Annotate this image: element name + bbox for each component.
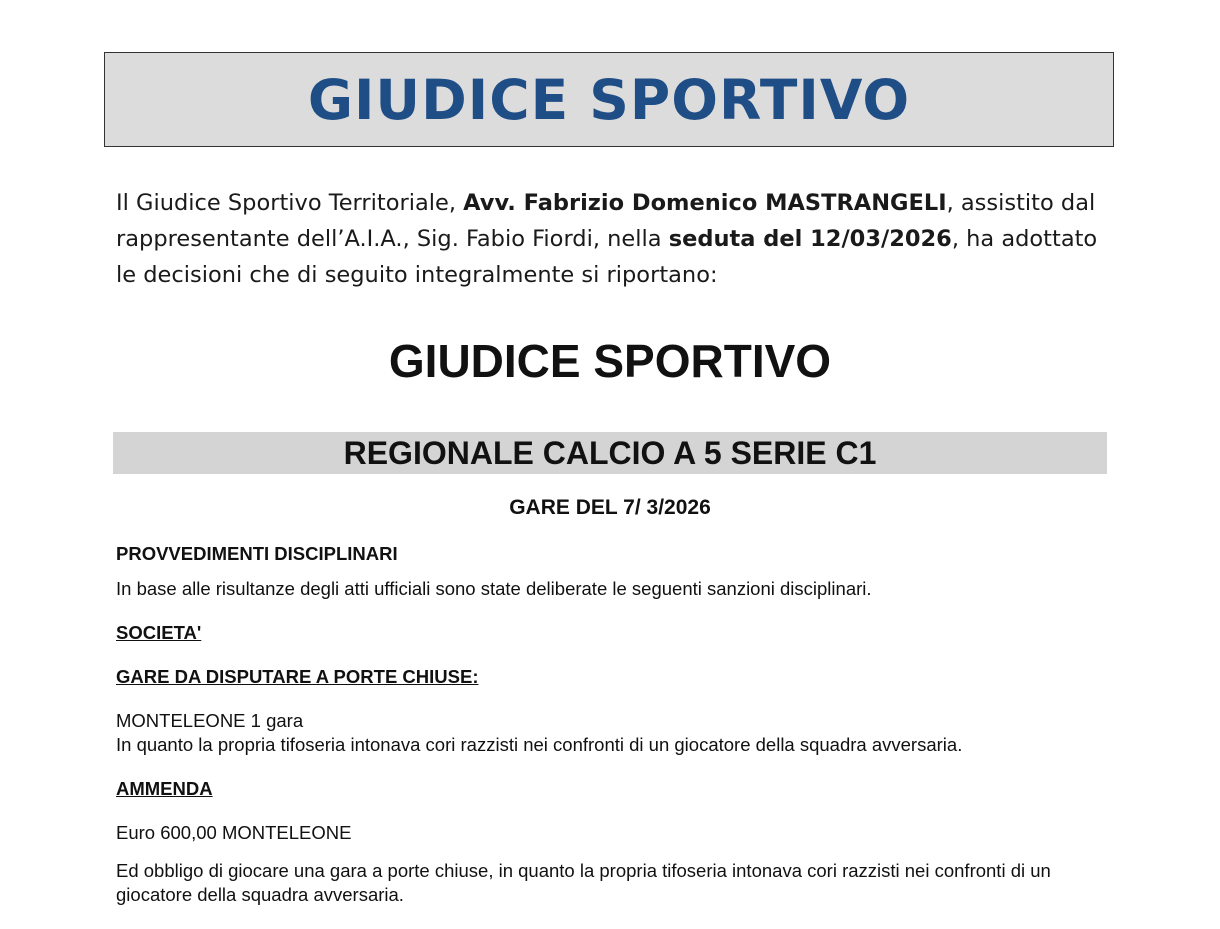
disciplinary-intro: In base alle risultanze degli atti ufficiali sono state deliberate le seguenti sanzioni disciplinari. bbox=[116, 578, 872, 599]
games-date: GARE DEL 7/ 3/2026 bbox=[509, 496, 711, 519]
intro-text-1: Il Giudice Sportivo Territoriale, bbox=[116, 190, 464, 216]
session-date: seduta del 12/03/2026 bbox=[668, 226, 952, 252]
intro-text-2: , assistito dal rappresentante dell’A.I.A., Sig. Fabio Fiordi, nella bbox=[116, 190, 1096, 252]
intro-paragraph bbox=[116, 185, 1116, 293]
closed-doors-line1: MONTELEONE 1 gara bbox=[116, 710, 304, 731]
disciplinary-heading: PROVVEDIMENTI DISCIPLINARI bbox=[116, 543, 398, 564]
league-title: REGIONALE CALCIO A 5 SERIE C1 bbox=[343, 434, 877, 471]
header-title: GIUDICE SPORTIVO bbox=[307, 67, 911, 132]
judge-name: Avv. Fabrizio Domenico MASTRANGELI bbox=[463, 190, 947, 216]
intro-text-3: , ha adottato le decisioni che di seguito integralmente si riportano: bbox=[116, 226, 1098, 288]
societa-heading: SOCIETA' bbox=[116, 622, 202, 643]
fine-line1: Euro 600,00 MONTELEONE bbox=[116, 822, 352, 843]
section-title: GIUDICE SPORTIVO bbox=[388, 335, 832, 387]
header-box bbox=[104, 52, 1114, 147]
fine-heading: AMMENDA bbox=[116, 778, 213, 799]
closed-doors-heading: GARE DA DISPUTARE A PORTE CHIUSE: bbox=[116, 666, 479, 687]
closed-doors-line2: In quanto la propria tifoseria intonava cori razzisti nei confronti di un giocatore della squadra avversaria. bbox=[116, 734, 963, 755]
fine-line2: Ed obbligo di giocare una gara a porte chiuse, in quanto la propria tifoseria intonava cori razzisti nei confronti di un giocatore della squadra avversaria. bbox=[116, 860, 1051, 905]
league-bar bbox=[113, 432, 1107, 474]
